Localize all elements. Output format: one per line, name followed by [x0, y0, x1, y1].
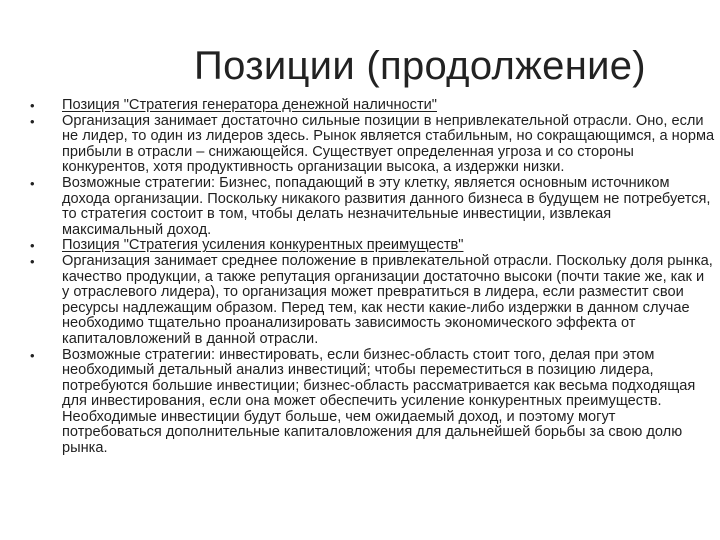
- bullet-item-2: [30, 114, 715, 176]
- bullet-text: Позиция "Стратегия генератора денежной наличности": [62, 97, 437, 113]
- bullet-text: Возможные стратегии: Бизнес, попадающий в эту клетку, является основным источником дохода организации. Поскольку никакого развития данного бизнеса в будущем не потребуется, то стратегия состоит в том, чтобы делать незначительные инвестиции, извлекая максимальный доход.: [62, 174, 711, 238]
- bullet-dot-icon: •: [30, 98, 35, 113]
- bullet-text: Позиция "Стратегия усиления конкурентных преимуществ": [62, 237, 464, 254]
- bullet-dot-icon: •: [30, 113, 35, 129]
- slide-title: Позиции (продолжение): [194, 44, 646, 88]
- bullet-item-4: [30, 238, 715, 254]
- bullet-text: Организация занимает достаточно сильные позиции в непривлекательной отрасли. Оно, если не лидер, то один из лидеров здесь. Рынок является стабильным, но сокращающимся, а норма прибыли в отрасли – снижающейся. Существует определенная угроза и со стороны конкурентов, хотя продуктивность организации высока, а издержки низки.: [62, 112, 715, 176]
- bullet-dot-icon: •: [30, 253, 35, 269]
- bullet-item-6: [30, 348, 715, 457]
- bullet-dot-icon: •: [30, 238, 35, 254]
- bullet-dot-icon: •: [30, 175, 35, 191]
- bullet-item-5: [30, 254, 715, 348]
- bullet-item-1: [30, 98, 715, 114]
- bullet-list: [30, 98, 715, 457]
- bullet-item-3: [30, 176, 715, 238]
- bullet-text: Организация занимает среднее положение в привлекательной отрасли. Поскольку доля рынка, качество продукции, а также репутация организации достаточно высоки (почти такие же, как и у отраслевого лидера), то организация может превратиться в лидера, если разместит свои ресурсы надлежащим образом. Перед тем, как нести какие-либо издержки в данном случае необходимо тщательно проанализировать зависимость экономического эффекта от капиталовложений в данной отрасли.: [62, 252, 713, 347]
- bullet-text: Возможные стратегии: инвестировать, если бизнес-область стоит того, делая при этом необходимый детальный анализ инвестиций; чтобы переместиться в позицию лидера, потребуются большие инвестиции; бизнес-область рассматривается как весьма подходящая для инвестирования, если она может обеспечить усиление конкурентных преимуществ. Необходимые инвестиции будут больше, чем ожидаемый доход, и поэтому могут потребоваться дополнительные капиталовложения для дальнейшей борьбы за свою долю рынка.: [62, 346, 696, 457]
- bullet-dot-icon: •: [30, 347, 35, 363]
